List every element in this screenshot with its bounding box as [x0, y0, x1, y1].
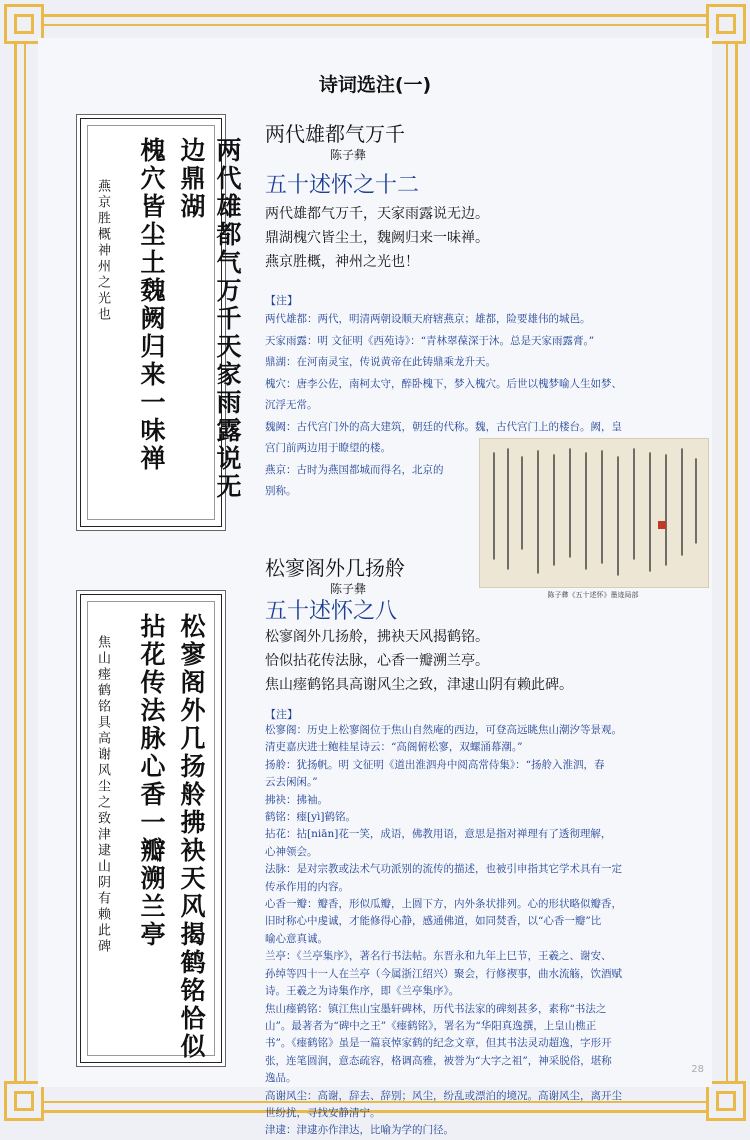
note-line: 世纷扰，寻找安静清宁。 [265, 1106, 381, 1119]
note-line: 传承作用的内容。 [265, 880, 349, 893]
note-line: 法脉：是对宗教或法术气功派别的流传的描述，也被引申指其它学术具有一定 [265, 863, 622, 876]
note-line: 魏阙：古代宫门外的高大建筑，朝廷的代称。魏，古代宫门上的楼台。阙，皇 [265, 420, 622, 433]
note-line: 宫门前两边用于瞭望的楼。 [265, 442, 391, 454]
manuscript-illustration [480, 439, 708, 587]
poem-author: 陈子彝 [330, 582, 367, 596]
note-line: 兰亭：《兰亭集序》，著名行书法帖。东晋永和九年上巳节，王羲之、谢安、 [265, 950, 612, 963]
note-line: 云去闲闲。” [265, 776, 318, 789]
calligraphy-scroll [80, 594, 222, 1063]
note-line: 焦山瘗鹤铭：镇江焦山宝墨轩碑林，历代书法家的碑刻甚多，素称“书法之 [265, 1002, 607, 1015]
note-line: 两代雄都：两代，明清两朝设顺天府辖燕京；雄都，险要雄伟的城邑。 [265, 313, 591, 325]
notes-title: 【注】 [265, 708, 298, 721]
note-line: 旧时称心中虔诚，才能修得心静，感通佛道，如同焚香，以“心香一瓣”比 [265, 915, 602, 928]
poem-subtitle: 五十述怀之八 [265, 599, 398, 624]
poem-line: 鼎湖槐穴皆尘土，魏阙归来一味禅。 [265, 230, 489, 246]
poem-line: 恰似拈花传法脉，心香一瓣溯兰亭。 [265, 653, 489, 669]
calligraphy-column: 两代雄都气万千天家雨露说无边鼎湖 [177, 137, 242, 501]
poem-author: 陈子彝 [330, 148, 367, 162]
page-content [38, 38, 712, 1137]
note-line: 别称。 [265, 485, 297, 497]
note-line: 喻心意真诚。 [265, 932, 328, 945]
poem-subtitle: 五十述怀之十二 [265, 173, 420, 198]
poem-heading: 松寥阁外几扬舲 [265, 556, 405, 580]
calligraphy-column: 松寥阁外几扬舲拂袂天风揭鹤铭恰似 [177, 613, 206, 1061]
poem-text [265, 202, 489, 274]
note-line: 津逮：津逮亦作津达，比喻为学的门径。 [265, 1124, 454, 1137]
calligraphy-scroll [80, 118, 242, 527]
calligraphy-inscription: 焦山瘗鹤铭具高谢风尘之致津逮山阴有赖此碑 [95, 635, 110, 955]
note-line: 松寥阁：历史上松寥阁位于焦山自然庵的西边，可登高远眺焦山潮汐等景观。 [265, 724, 622, 736]
note-line: 心神领会。 [265, 845, 318, 858]
poem-line: 焦山瘗鹤铭具高谢风尘之致，津逮山阴有赖此碑。 [265, 677, 573, 693]
note-line: 高谢风尘：高谢，辞去、辞别；风尘，纷乱或漂泊的境况。高谢风尘，离开尘 [265, 1089, 622, 1102]
note-line: 书”。《瘗鹤铭》虽是一篇哀悼家鹤的纪念文章，但其书法灵动超逸，字形开 [265, 1037, 612, 1050]
corner-ornament [706, 4, 746, 44]
note-line: 心香一瓣：瓣香，形似瓜瓣，上圆下方，内外条状排列。心的形状略似瓣香， [265, 898, 622, 911]
poem-line: 松寥阁外几扬舲，拂袂天风揭鹤铭。 [265, 629, 489, 645]
page-number: 28 [691, 1064, 704, 1075]
poem-line: 两代雄都气万千，天家雨露说无边。 [265, 206, 489, 222]
note-line: 沉浮无常。 [265, 399, 318, 411]
photo-caption: 陈子彝《五十述怀》墨迹局部 [547, 591, 639, 599]
note-line: 扬舲：犹扬帆。明 文征明《道出淮泗舟中阅高常侍集》：“扬舲入淮泗，春 [265, 758, 605, 771]
note-line: 鹤铭：瘗[yì]鹤铭。 [265, 811, 356, 824]
page-title: 诗词选注(一) [318, 74, 432, 96]
note-line: 张，连笔圆润，意态疏容，格调高雅，被誉为“大字之祖”，神采脱俗，堪称 [265, 1054, 612, 1067]
poem-heading: 两代雄都气万千 [265, 122, 405, 146]
note-line: 山”。最著者为“碑中之王”《瘗鹤铭》，署名为“华阳真逸撰，上皇山樵正 [265, 1019, 597, 1032]
calligraphy-inscription: 燕京胜概神州之光也 [95, 179, 110, 323]
manuscript-photo [479, 438, 709, 588]
notes-title: 【注】 [265, 294, 298, 307]
corner-ornament [4, 1081, 44, 1121]
poem-text [265, 625, 573, 697]
note-line: 鼎湖：在河南灵宝，传说黄帝在此铸鼎乘龙升天。 [265, 356, 496, 368]
calligraphy-column: 槐穴皆尘土魏阙归来一味禅 [137, 137, 166, 473]
notes-block [265, 722, 675, 1140]
note-line: 槐穴：唐李公佐，南柯太守，醉卧槐下，梦入槐穴。后世以槐梦喻人生如梦、 [265, 377, 622, 390]
note-line: 逸品。 [265, 1072, 297, 1085]
note-line: 天家雨露：明 文征明《西苑诗》：“青林翠葆深于沐。总是天家雨露膏。” [265, 334, 595, 347]
note-line: 燕京：古时为燕国都城而得名，北京的 [265, 463, 444, 476]
calligraphy-column: 拈花传法脉心香一瓣溯兰亭 [137, 613, 166, 949]
corner-ornament [706, 1081, 746, 1121]
note-line: 拂袂：拂袖。 [265, 793, 328, 806]
note-line: 诗。王羲之为诗集作序，即《兰亭集序》。 [265, 985, 460, 998]
note-line: 拈花：拈[niān]花一笑，成语，佛教用语，意思是指对禅理有了透彻理解， [265, 828, 612, 841]
note-line: 清吏嘉庆进士鲍桂星诗云：“高阁俯松寥，双螺涌幕潮。” [265, 741, 523, 754]
poem-line: 燕京胜概，神州之光也！ [265, 254, 419, 270]
note-line: 孙绰等四十一人在兰亭（今属浙江绍兴）聚会，行修禊事，曲水流觞，饮酒赋 [265, 967, 622, 980]
